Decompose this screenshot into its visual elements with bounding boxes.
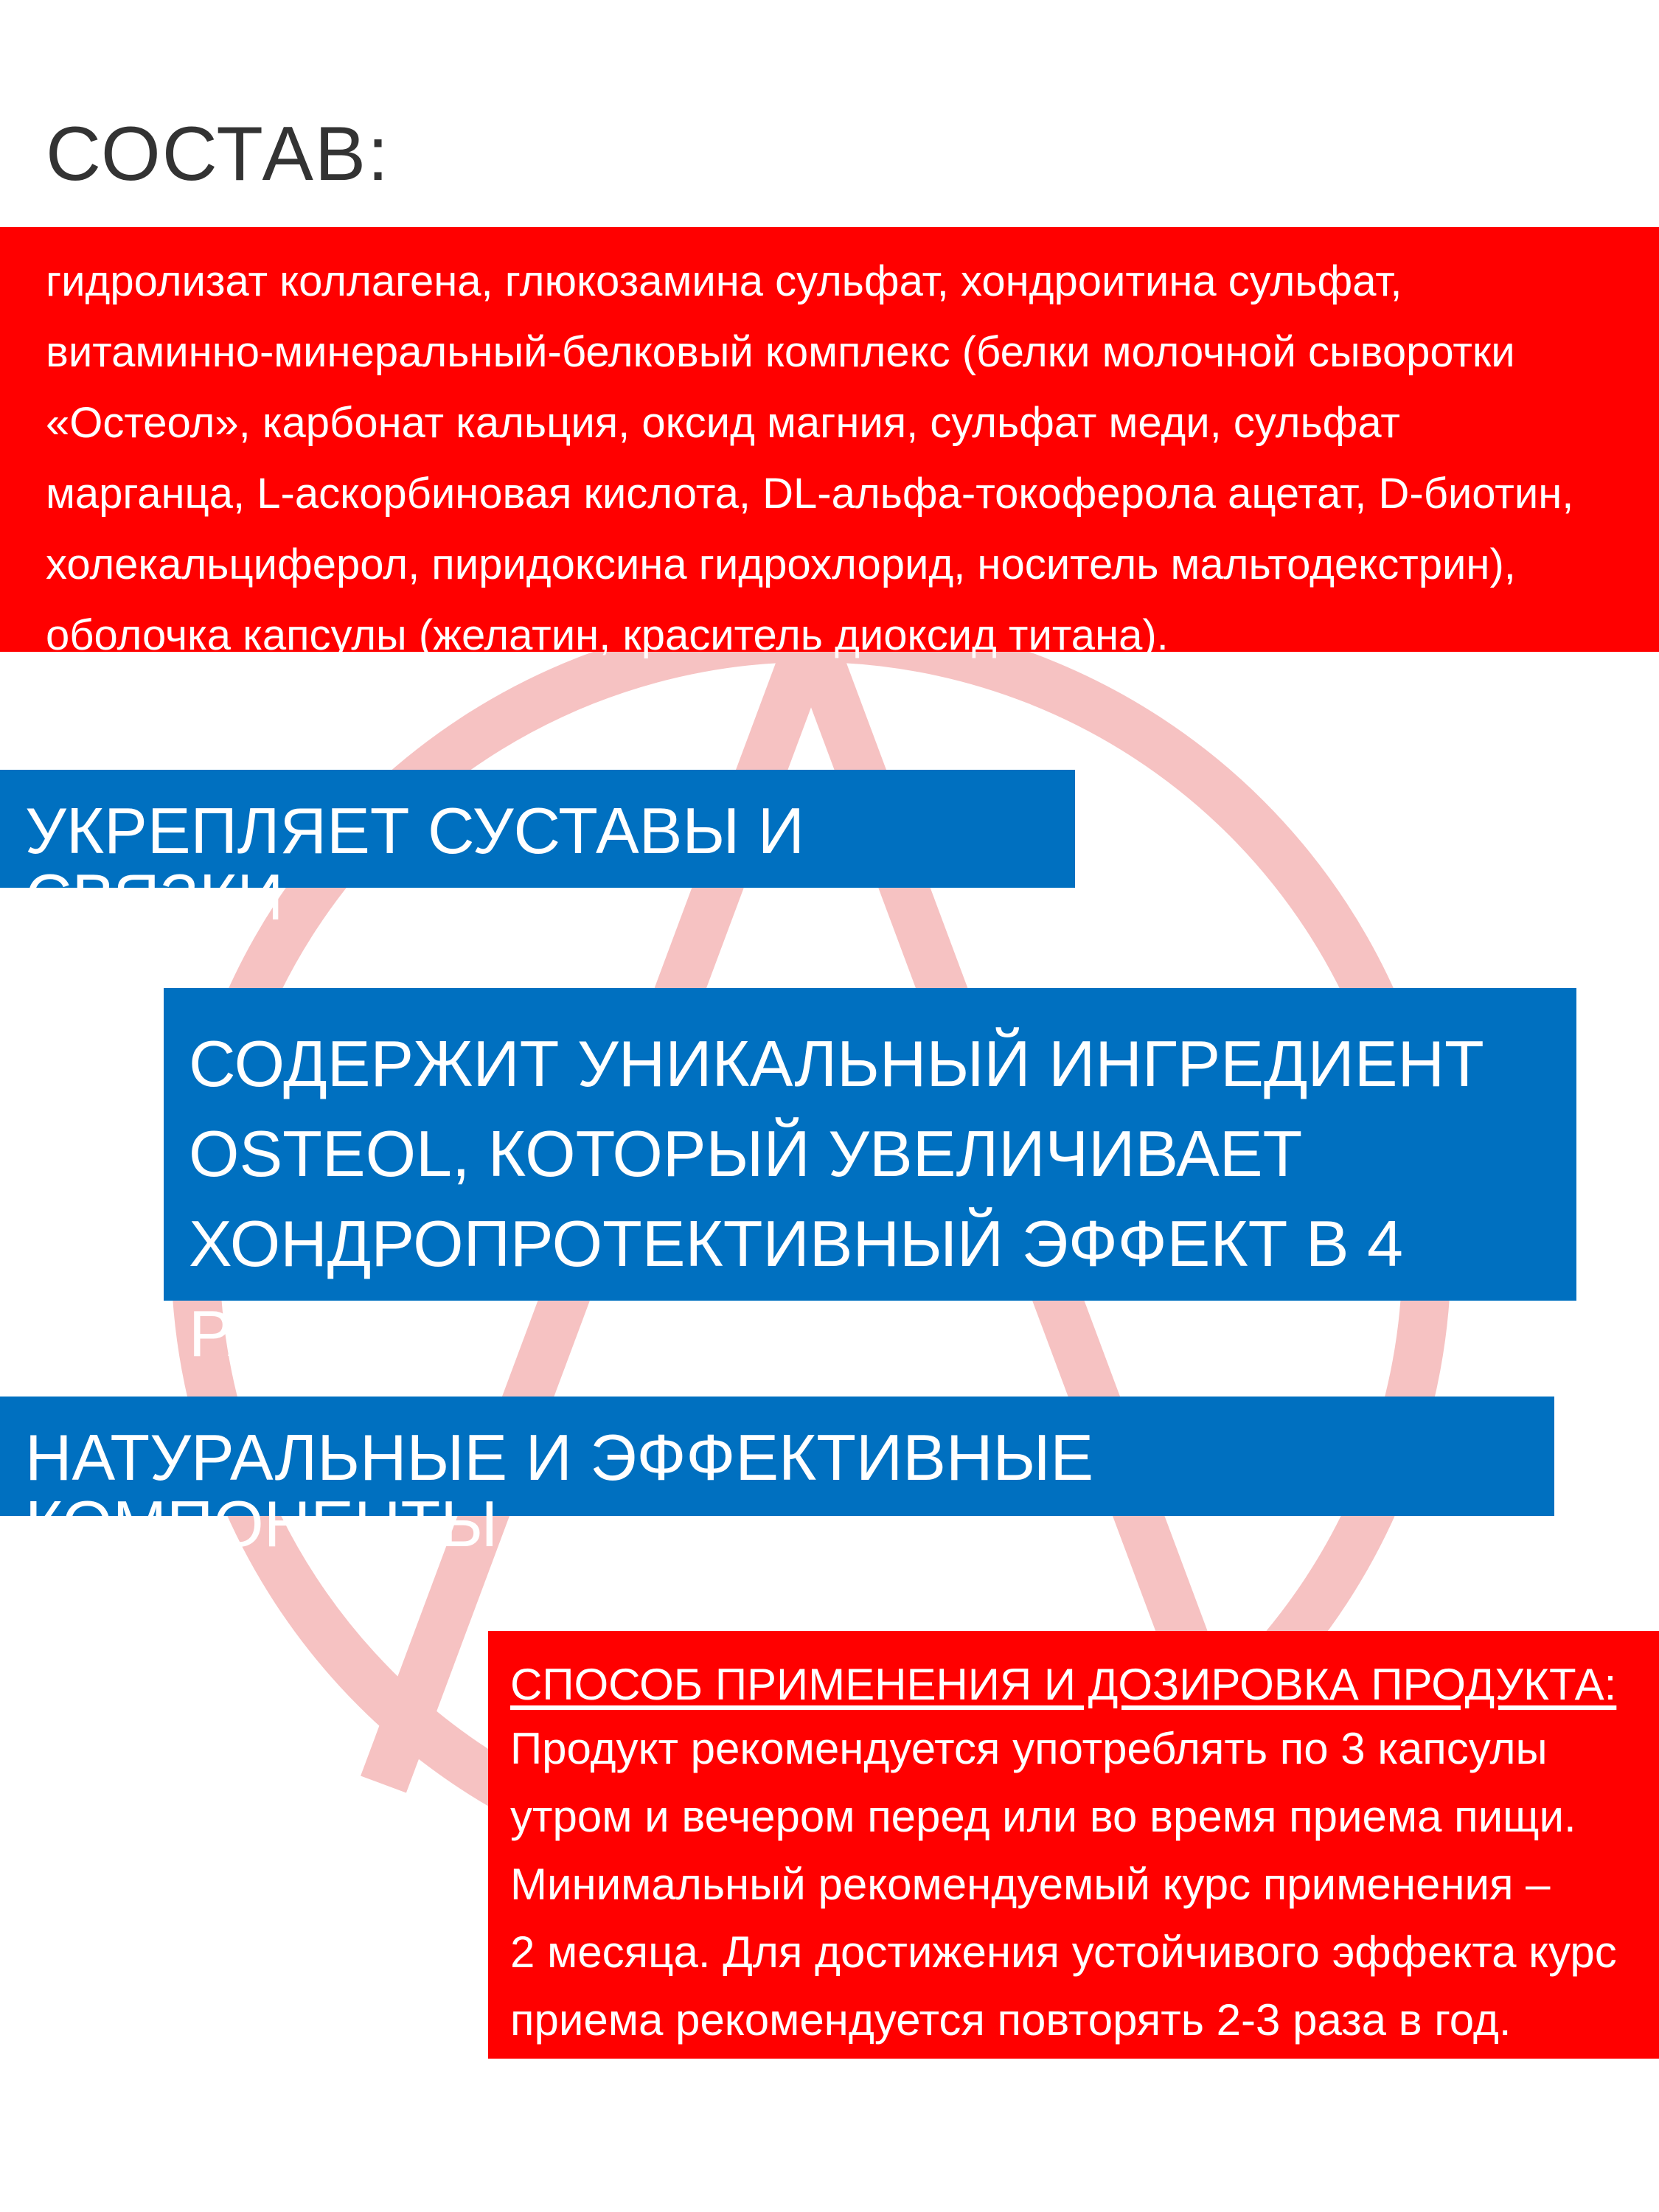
dosage-panel xyxy=(488,1631,1659,2059)
benefit-banner-osteol: СОДЕРЖИТ УНИКАЛЬНЫЙ ИНГРЕДИЕНТ OSTEOL, КОТОРЫЙ УВЕЛИЧИВАЕТ ХОНДРОПРОТЕКТИВНЫЙ ЭФФЕКТ В 4 РАЗА xyxy=(164,988,1576,1301)
dosage-heading: СПОСОБ ПРИМЕНЕНИЯ И ДОЗИРОВКА ПРОДУКТА: xyxy=(510,1660,1617,1709)
page-title: СОСТАВ: xyxy=(46,111,391,197)
benefit-banner-natural: НАТУРАЛЬНЫЕ И ЭФФЕКТИВНЫЕ КОМПОНЕНТЫ xyxy=(0,1397,1554,1516)
benefit-banner-joints: УКРЕПЛЯЕТ СУСТАВЫ И СВЯЗКИ xyxy=(0,770,1075,888)
composition-text: гидролизат коллагена, глюкозамина сульфат, хондроитина сульфат, витаминно-минеральный-белковый комплекс (белки молочной сыворотки «Остеол», карбонат кальция, оксид магния, сульфат меди, сульфат марганца, L-аскорбиновая кислота, DL-альфа-токоферола ацетат, D-биотин, холекальциферол, пиридоксина гидрохлорид, носитель мальтодекстрин), оболочка капсулы (желатин, краситель диоксид титана). xyxy=(46,257,1574,659)
dosage-text: Продукт рекомендуется употреблять по 3 капсулы утром и вечером перед или во время приема пищи. Минимальный рекомендуемый курс применения – 2 месяца. Для достижения устойчивого эффекта курс приема рекомендуется повторять 2-3 раза в год. xyxy=(510,1724,1617,2045)
composition-panel xyxy=(0,227,1659,659)
